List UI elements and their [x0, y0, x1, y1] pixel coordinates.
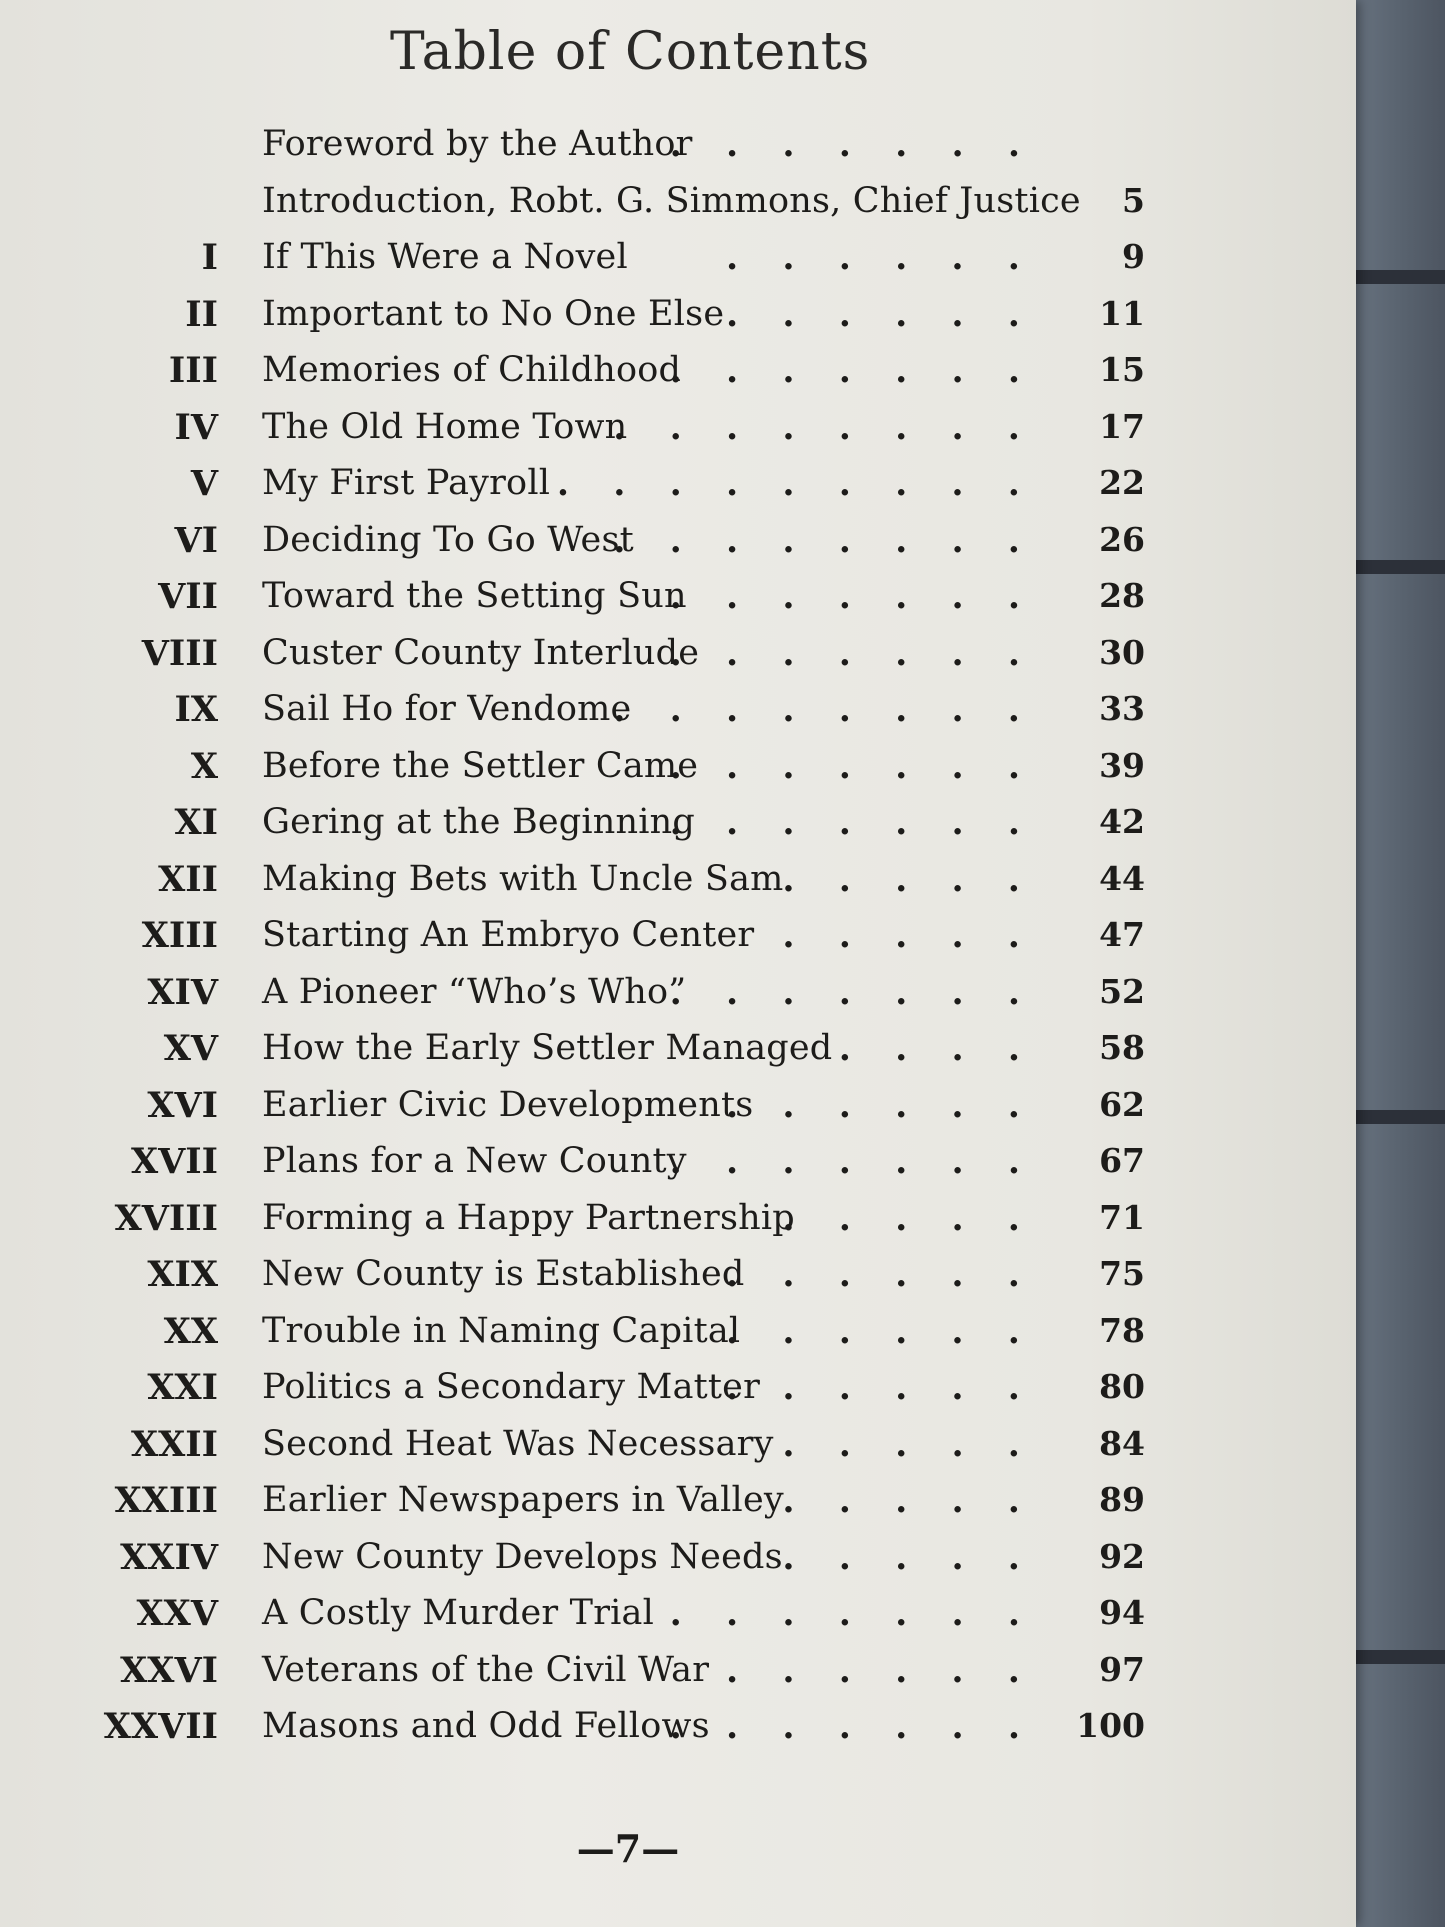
chapter-title: Toward the Setting Sun [262, 576, 687, 616]
chapter-title: The Old Home Town [262, 406, 628, 447]
dot-leader: . . . . . [782, 1423, 1036, 1465]
toc-entry [0, 1135, 1356, 1192]
dot-leader: . . . . . . [725, 1310, 1036, 1352]
dot-leader: . . . . . . . [669, 971, 1036, 1013]
page-number: 67 [1099, 1141, 1145, 1180]
chapter-title: Deciding To Go West [262, 519, 634, 560]
dot-leader: . . . . . . . [669, 632, 1036, 674]
dot-leader: . . . . . . [725, 1084, 1036, 1126]
dot-leader: . . . . . . . [669, 1706, 1036, 1747]
toc-entry [0, 909, 1356, 966]
toc-entry [0, 1305, 1356, 1362]
chapter-title: Making Bets with Uncle Sam [262, 858, 784, 899]
page-number: 15 [1099, 350, 1145, 389]
page-number: 28 [1099, 576, 1145, 615]
dot-leader: . . . . . . . . [613, 689, 1036, 730]
dot-leader: . . . . . . . [669, 1141, 1036, 1182]
page-number: 30 [1099, 632, 1145, 672]
toc-entry [0, 1587, 1356, 1644]
toc-entry [0, 457, 1356, 514]
toc-entry [0, 627, 1356, 684]
page-number: 42 [1099, 802, 1145, 841]
toc-entry [0, 683, 1356, 740]
chapter-title: Masons and Odd Fellows [262, 1706, 710, 1746]
chapter-title: My First Payroll [262, 463, 551, 503]
chapter-title: Memories of Childhood [262, 350, 682, 390]
chapter-number: XXIII [114, 1480, 218, 1521]
chapter-title: Plans for a New County [262, 1141, 687, 1181]
chapter-number: XIX [147, 1254, 218, 1295]
chapter-number: III [168, 350, 218, 391]
chapter-title: Trouble in Naming Capital [262, 1310, 741, 1351]
toc-entry [0, 1700, 1356, 1757]
toc-entry [0, 118, 1356, 175]
chapter-number: VIII [141, 632, 218, 674]
chapter-title: Starting An Embryo Center [262, 915, 755, 955]
chapter-number: XI [174, 802, 218, 843]
chapter-number: IV [174, 406, 218, 448]
page-number: 75 [1099, 1254, 1145, 1293]
toc-entry [0, 1361, 1356, 1418]
chapter-number: VI [174, 519, 218, 561]
chapter-number: XV [163, 1028, 218, 1069]
page-number: 58 [1099, 1028, 1145, 1067]
dot-leader: . . . . . . . [669, 745, 1036, 787]
dot-leader: . . . . . . . . [613, 519, 1036, 561]
dot-leader: . . . . [838, 1028, 1036, 1069]
page-number: 5 [1122, 180, 1145, 220]
chapter-number: X [190, 745, 218, 787]
page-number: 89 [1099, 1480, 1145, 1519]
toc-entry [0, 1531, 1356, 1588]
page-number: 17 [1099, 406, 1145, 446]
page-title: Table of Contents [390, 22, 871, 82]
toc-entry [0, 1022, 1356, 1079]
toc-entry [0, 514, 1356, 571]
chapter-number: XVIII [114, 1197, 218, 1239]
toc-entry [0, 1248, 1356, 1305]
chapter-title: How the Early Settler Managed [262, 1028, 833, 1068]
chapter-title: Politics a Secondary Matter [262, 1367, 761, 1407]
page-number: 9 [1122, 237, 1145, 276]
dot-leader: . . . . . . . . . [556, 463, 1036, 504]
dot-leader: . . . . . . . [669, 350, 1036, 391]
chapter-title: Introduction, Robt. G. Simmons, Chief Justice [262, 180, 1081, 221]
chapter-title: Foreword by the Author [262, 124, 693, 164]
table-of-contents [0, 118, 1356, 1757]
dot-leader: . . . . . [782, 1197, 1036, 1239]
dot-leader: . . . . . . [725, 237, 1036, 278]
chapter-number: VII [158, 576, 218, 617]
dot-leader: . . . . . . [725, 1367, 1036, 1408]
dot-leader: . . . . . [782, 858, 1036, 900]
dot-leader: . . . . . . . [669, 1593, 1036, 1634]
dot-leader: . . . . . . [725, 1649, 1036, 1691]
chapter-title: If This Were a Novel [262, 237, 628, 277]
toc-entry [0, 401, 1356, 458]
chapter-number: II [185, 293, 218, 335]
toc-entry [0, 1474, 1356, 1531]
page-number: 39 [1099, 745, 1145, 785]
chapter-title: Earlier Newspapers in Valley [262, 1480, 784, 1520]
chapter-number: XVI [147, 1084, 218, 1126]
dot-leader: . . . . . [782, 1480, 1036, 1521]
page-number: 11 [1099, 293, 1145, 333]
chapter-title: Veterans of the Civil War [262, 1649, 710, 1690]
page-number: 80 [1099, 1367, 1145, 1406]
page-number-footer: —7— [576, 1826, 680, 1871]
chapter-title: Custer County Interlude [262, 632, 700, 673]
dot-leader: . . . . . [782, 915, 1036, 956]
toc-entry [0, 1418, 1356, 1475]
chapter-title: Earlier Civic Developments [262, 1084, 754, 1125]
toc-entry [0, 1644, 1356, 1701]
chapter-number: IX [174, 689, 218, 730]
toc-entry [0, 966, 1356, 1023]
chapter-title: Before the Settler Came [262, 745, 699, 786]
toc-entry [0, 175, 1356, 232]
toc-entry [0, 740, 1356, 797]
chapter-number: XXV [136, 1593, 218, 1634]
page-number: 44 [1099, 858, 1145, 898]
toc-entry [0, 288, 1356, 345]
toc-entry [0, 344, 1356, 401]
dot-leader: . . . . . . . [669, 124, 1036, 165]
chapter-title: Sail Ho for Vendome [262, 689, 632, 729]
page-number: 52 [1099, 971, 1145, 1011]
page-number: 78 [1099, 1310, 1145, 1350]
chapter-number: XXII [130, 1423, 218, 1465]
chapter-title: New County is Established [262, 1254, 745, 1294]
chapter-title: Forming a Happy Partnership [262, 1197, 795, 1238]
chapter-number: XIV [147, 971, 218, 1013]
dot-leader: . . . . . . . [669, 576, 1036, 617]
chapter-title: Important to No One Else [262, 293, 725, 334]
dot-leader: . . . . . . . [669, 802, 1036, 843]
chapter-number: XXVII [103, 1706, 218, 1747]
page-number: 84 [1099, 1423, 1145, 1463]
toc-entry [0, 1192, 1356, 1249]
chapter-number: V [190, 463, 218, 504]
toc-entry [0, 570, 1356, 627]
chapter-title: A Costly Murder Trial [262, 1593, 654, 1633]
chapter-title: A Pioneer “Who’s Who” [262, 971, 687, 1012]
dot-leader: . . . . . . . . [613, 406, 1036, 448]
chapter-number: XXVI [120, 1649, 218, 1691]
chapter-title: New County Develops Needs [262, 1536, 783, 1577]
chapter-number: I [201, 237, 218, 278]
chapter-number: XII [158, 858, 218, 900]
toc-entry [0, 1079, 1356, 1136]
chapter-number: XIII [141, 915, 218, 956]
page-number: 94 [1099, 1593, 1145, 1632]
page-number: 100 [1076, 1706, 1145, 1745]
chapter-number: XXI [147, 1367, 218, 1408]
page-number: 97 [1099, 1649, 1145, 1689]
toc-entry [0, 796, 1356, 853]
toc-entry [0, 853, 1356, 910]
chapter-number: XVII [130, 1141, 218, 1182]
page-number: 62 [1099, 1084, 1145, 1124]
page-number: 33 [1099, 689, 1145, 728]
dot-leader: . . . . . [782, 1536, 1036, 1578]
dot-leader: . . . . . . [725, 293, 1036, 335]
page-number: 22 [1099, 463, 1145, 502]
dot-leader: . . . . . . [725, 1254, 1036, 1295]
chapter-number: XXIV [120, 1536, 218, 1578]
chapter-number: XX [163, 1310, 218, 1352]
page-number: 47 [1099, 915, 1145, 954]
chapter-title: Second Heat Was Necessary [262, 1423, 774, 1464]
chapter-title: Gering at the Beginning [262, 802, 696, 842]
page-number: 92 [1099, 1536, 1145, 1576]
page-number: 71 [1099, 1197, 1145, 1237]
page-number: 26 [1099, 519, 1145, 559]
toc-entry [0, 231, 1356, 288]
